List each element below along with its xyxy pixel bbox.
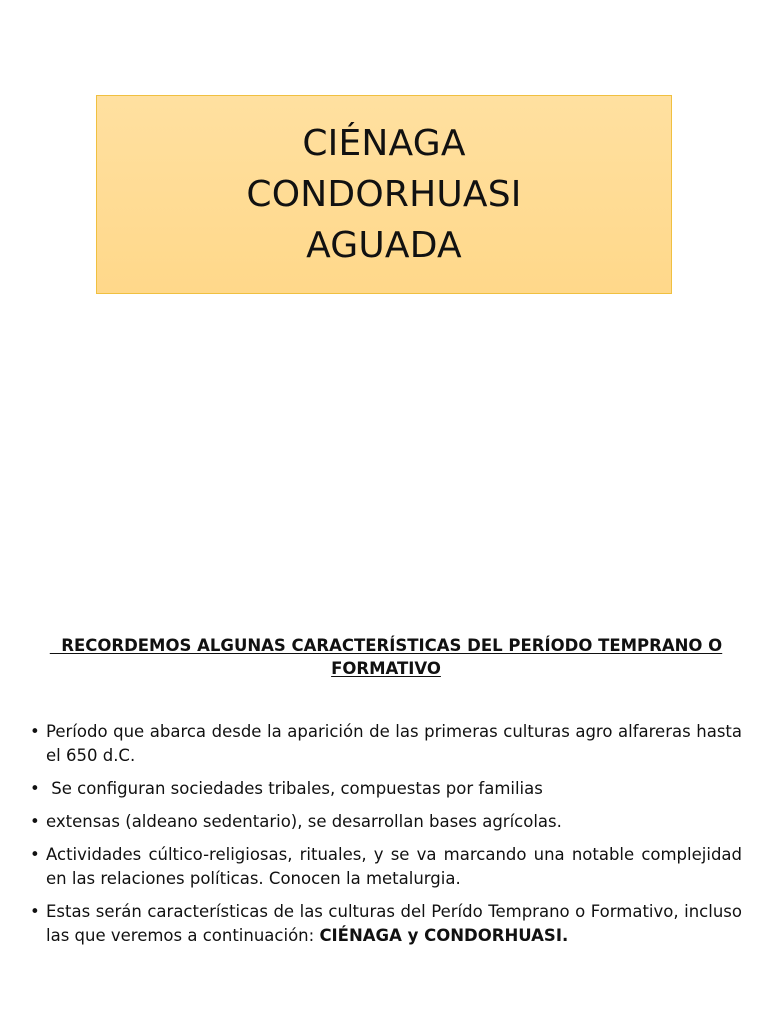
bullet-icon: • [30,812,40,831]
list-item [30,810,742,834]
section-heading-line2: FORMATIVO [331,659,441,678]
list-item-text: extensas (aldeano sedentario), se desarrollan bases agrícolas. [46,812,562,831]
title-line-cienaga: CIÉNAGA [302,123,466,164]
title-box [96,95,672,294]
list-item [30,720,742,768]
list-item [30,777,742,801]
content-section [30,634,748,957]
section-heading-line1: RECORDEMOS ALGUNAS CARACTERÍSTICAS DEL PERÍODO TEMPRANO O [49,636,723,655]
bullet-icon: • [30,722,40,741]
title-line-condorhuasi: CONDORHUASI [246,174,522,215]
section-heading [30,634,742,680]
list-item-text: Estas serán características de las culturas del Perído Temprano o Formativo, incluso las que veremos a continuación: [46,902,748,945]
list-item-text: Período que abarca desde la aparición de las primeras culturas agro alfareras hasta el 650 d.C. [46,722,742,765]
bullet-icon: • [30,779,40,798]
bullet-icon: • [30,902,40,921]
title-line-aguada: AGUADA [306,225,462,266]
bullet-list [30,720,748,948]
bullet-icon: • [30,845,40,864]
list-item [30,900,748,948]
list-item-text: Actividades cúltico-religiosas, rituales, y se va marcando una notable complejidad en las relaciones políticas. Conocen la metalurgia. [46,845,742,888]
list-item-text: Se configuran sociedades tribales, compuestas por familias [46,779,543,798]
list-item [30,843,742,891]
list-item-bold-text: CIÉNAGA y CONDORHUASI. [319,926,569,945]
